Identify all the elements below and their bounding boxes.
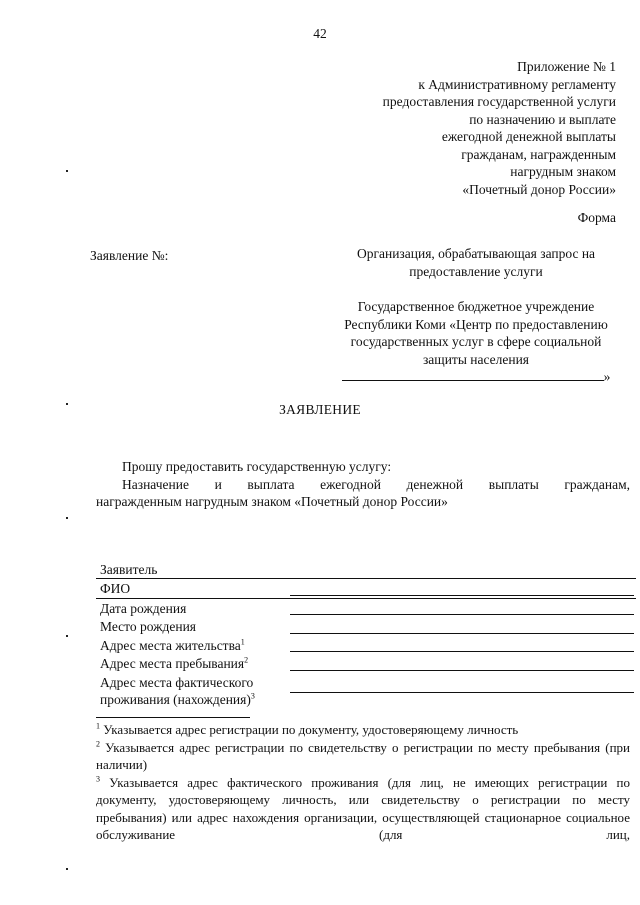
scan-speck	[66, 170, 68, 172]
appendix-line: Приложение № 1	[517, 59, 616, 74]
field-label-text: Адрес места пребывания	[100, 656, 245, 671]
footnote-mark: 3	[96, 774, 100, 784]
field-row-actual-address	[96, 673, 636, 709]
field-row-birth-date	[96, 599, 636, 618]
organization-heading-line: предоставление услуги	[409, 263, 543, 279]
field-label: Место рождения	[100, 619, 197, 634]
appendix-line: по назначению и выплате	[469, 111, 616, 127]
footnote-text: Указывается адрес регистрации по свидетельству о регистрации по месту пребывания (при наличии)	[96, 739, 630, 772]
appendix-line: к Административному регламенту	[418, 76, 616, 92]
field-label-text: Адрес места жительства	[100, 637, 241, 653]
organization-name-line: Республики Коми «Центр по предоставлению	[344, 316, 608, 332]
footnote-ref: 2	[244, 655, 249, 665]
request-line: Назначение и выплата ежегодной денежной выплаты гражданам,	[122, 476, 630, 492]
appendix-line: гражданам, награжденным	[461, 146, 616, 162]
footnote	[96, 774, 630, 844]
residence-address-input-line[interactable]	[290, 651, 634, 652]
footnote-ref: 1	[240, 637, 245, 646]
document-title: ЗАЯВЛЕНИЕ	[279, 402, 361, 417]
appendix-header	[296, 58, 616, 198]
organization-branch-blank[interactable]	[342, 368, 604, 381]
stay-address-input-line[interactable]	[290, 670, 634, 671]
field-label: Дата рождения	[100, 600, 187, 616]
field-label: ФИО	[100, 581, 131, 596]
field-row-fio	[96, 579, 636, 599]
fio-input-line[interactable]	[290, 595, 634, 596]
field-row-birth-place	[96, 617, 636, 636]
appendix-line: «Почетный донор России»	[462, 181, 616, 197]
footnote-mark: 2	[96, 739, 100, 749]
footnote	[96, 739, 630, 774]
scan-speck	[66, 403, 68, 405]
organization-branch-line	[318, 368, 634, 386]
birth-place-input-line[interactable]	[290, 633, 634, 634]
appendix-line: нагрудным знаком	[510, 164, 616, 179]
organization-heading-line: Организация, обрабатывающая запрос на	[356, 246, 596, 261]
scan-speck	[66, 635, 68, 637]
footnote-text: Указывается адрес фактического проживания (для лиц, не имеющих регистрации по документу, удостоверяющему личность, или свидетельству о регистрации по месту пребывания) или адрес нахождения организации, осуществляющей стационарное социальное обслуживание (для лиц,	[96, 774, 630, 842]
application-number-label: Заявление №:	[90, 248, 169, 263]
applicant-header: Заявитель	[100, 562, 158, 577]
applicant-table	[96, 561, 636, 709]
form-label: Форма	[577, 210, 616, 225]
applicant-header-row	[96, 561, 636, 579]
closing-quote: »	[603, 369, 611, 384]
actual-address-input-line[interactable]	[290, 692, 634, 693]
appendix-line: предоставления государственной услуги	[382, 94, 616, 109]
footnote	[96, 721, 630, 739]
appendix-line: ежегодной денежной выплаты	[441, 129, 616, 144]
field-row-stay-address	[96, 654, 636, 673]
footnote-ref: 3	[250, 691, 255, 701]
field-label-text: проживания (нахождения)	[100, 692, 251, 707]
field-label	[100, 638, 245, 654]
organization-name-line: государственных услуг в сфере социальной	[350, 334, 602, 349]
field-row-residence-address	[96, 636, 636, 655]
scan-speck	[66, 517, 68, 519]
organization-name-line: Государственное бюджетное учреждение	[357, 299, 595, 314]
field-label	[100, 656, 248, 672]
request-text	[96, 458, 630, 511]
field-label-text: Адрес места фактического	[100, 674, 254, 690]
field-label	[100, 674, 255, 709]
request-line: награжденным нагрудным знаком «Почетный донор России»	[96, 494, 448, 509]
organization-name-line: защиты населения	[422, 351, 530, 367]
request-line: Прошу предоставить государственную услугу:	[122, 459, 392, 474]
footnotes	[96, 721, 630, 844]
birth-date-input-line[interactable]	[290, 614, 634, 615]
footnote-mark: 1	[96, 721, 100, 731]
scan-speck	[66, 868, 68, 870]
footnote-text: Указывается адрес регистрации по документу, удостоверяющему личность	[103, 722, 519, 737]
footnote-separator	[96, 717, 250, 718]
page-number: 42	[313, 26, 327, 41]
organization-block	[318, 245, 634, 386]
